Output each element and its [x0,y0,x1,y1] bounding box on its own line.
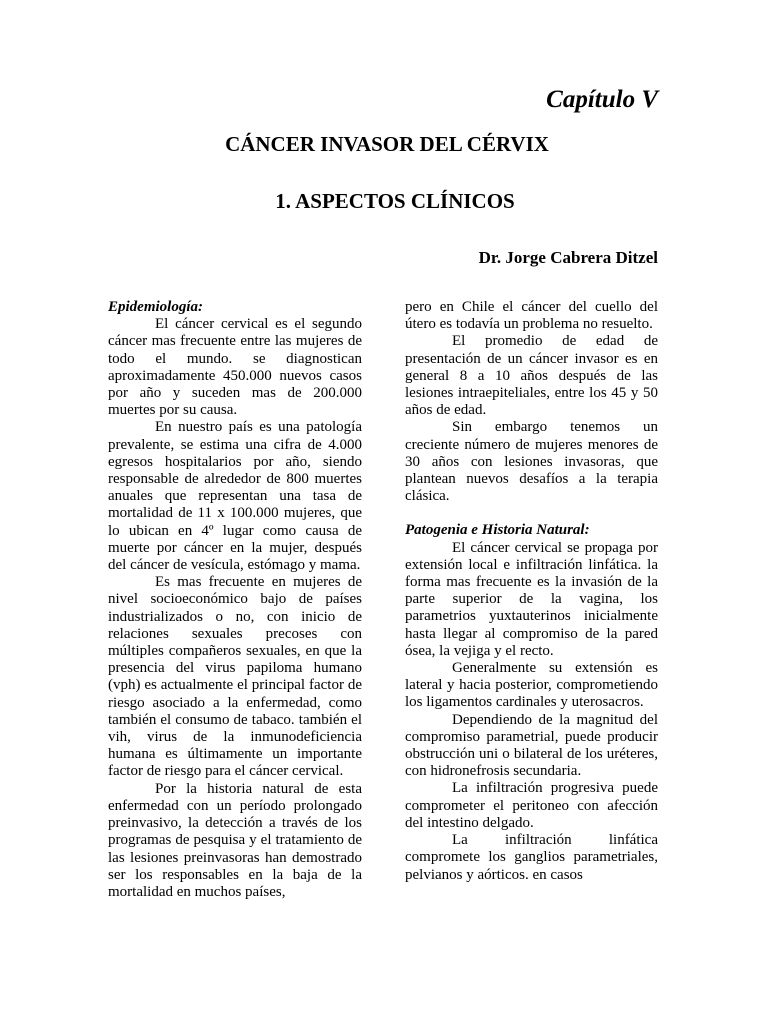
right-column [405,299,658,884]
paragraph: El promedio de edad de presentación de un cáncer invasor es en general 8 a 10 años después de las lesiones intraepiteliales, entre los 45 y 50 años de edad. [405,333,658,419]
paragraph: La infiltración progresiva puede comprometer el peritoneo con afección del intestino delgado. [405,780,658,831]
paragraph: Es mas frecuente en mujeres de nivel socioeconómico bajo de países industrializados o no, con inicio de relaciones sexuales precoses con múltiples compañeros sexuales, en que la presencia del virus papiloma humano (vph) es actualmente el principal factor de riesgo asociado a la enfermedad, como también el consumo de tabaco. también el vih, virus de la inmunodeficiencia humana es últimamente un importante factor de riesgo para el cáncer cervical. [108,574,362,780]
paragraph: Generalmente su extensión es lateral y hacia posterior, comprometiendo los ligamentos cardinales y uterosacros. [405,660,658,711]
section-heading-patogenia: Patogenia e Historia Natural: [405,522,590,539]
paragraph: El cáncer cervical es el segundo cáncer mas frecuente entre las mujeres de todo el mundo. se diagnostican aproximadamente 450.000 nuevos casos por año y suceden mas de 200.000 muertes por su causa. [108,316,362,419]
paragraph: pero en Chile el cáncer del cuello del útero es todavía un problema no resuelto. [405,299,658,333]
paragraph: Por la historia natural de esta enfermedad con un período prolongado preinvasivo, la detección a través de los programas de pesquisa y el tratamiento de las lesiones preinvasoras han demostrado ser los responsables en la baja de la mortalidad en muchos países, [108,780,362,900]
section-title: 1. ASPECTOS CLÍNICOS [275,189,515,213]
section-heading-epidemiologia: Epidemiología: [108,299,203,315]
paragraph: Dependiendo de la magnitud del compromiso parametrial, puede producir obstrucción uni o bilateral de los uréteres, con hidronefrosis secundaria. [405,711,658,780]
paragraph: La infiltración linfática compromete los ganglios parametriales, pelvianos y aórticos. en casos [405,832,658,883]
paragraph-spacer [405,505,658,522]
paragraph: Sin embargo tenemos un creciente número de mujeres menores de 30 años con lesiones invasoras, que plantean nuevos desafíos a la terapia clásica. [405,419,658,505]
author-name: Dr. Jorge Cabrera Ditzel [478,248,658,267]
paragraph: El cáncer cervical se propaga por extensión local e infiltración linfática. la forma mas frecuente es la invasión de la parte superior de la vagina, los parametrios yuxtauterinos inicialmente hasta llegar al compromiso de la pared ósea, la vejiga y el recto. [405,539,658,659]
document-title: CÁNCER INVASOR DEL CÉRVIX [225,132,549,156]
paragraph: En nuestro país es una patología prevalente, se estima una cifra de 4.000 egresos hospitalarios por año, siendo responsable de alrededor de 800 muertes anuales que representan una tasa de mortalidad de 11 x 100.000 mujeres, que lo ubican en 4º lugar como causa de muerte por cáncer en la mujer, después del cáncer de vesícula, estómago y mama. [108,419,362,574]
left-column [108,299,362,901]
chapter-label: Capítulo V [546,86,658,113]
